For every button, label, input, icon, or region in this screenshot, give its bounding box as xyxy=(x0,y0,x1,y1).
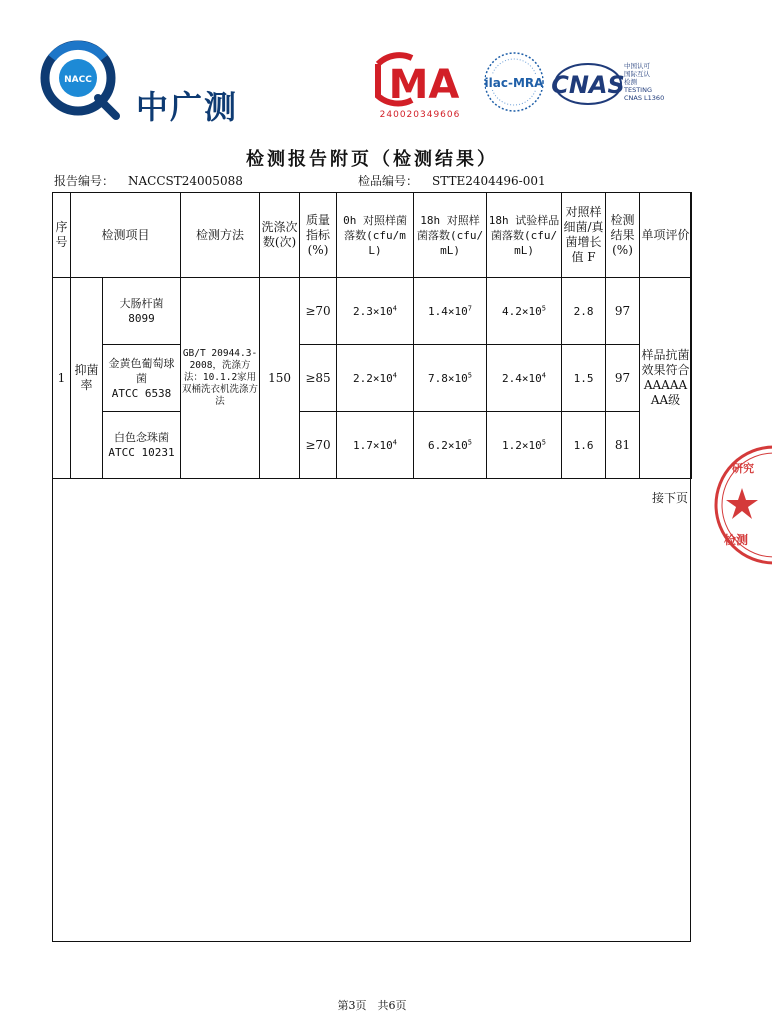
header-evaluation: 单项评价 xyxy=(640,193,692,278)
growth-value: 1.5 xyxy=(562,345,606,412)
cnas-line: TESTING xyxy=(624,86,652,94)
growth-value: 2.8 xyxy=(562,278,606,345)
organism-cell xyxy=(103,412,181,479)
nacc-logo xyxy=(38,38,268,128)
test-method: GB/T 20944.3-2008，洗涤方法：10.1.2家用双桶洗衣机洗涤方法 xyxy=(181,278,260,479)
results-table xyxy=(52,192,692,479)
cnas-line: 中国认可 xyxy=(624,62,650,70)
header-growth-value: 对照样细菌/真菌增长值 F xyxy=(562,193,606,278)
organism-name: 大肠杆菌 xyxy=(119,297,164,310)
seal-top-text: 研究 xyxy=(732,462,754,475)
header-wash-count: 洗涤次数(次) xyxy=(260,193,300,278)
organism-strain: 8099 xyxy=(128,312,155,325)
header-18h-test: 18h 试验样品菌落数(cfu/mL) xyxy=(487,193,562,278)
group-seq: 1 xyxy=(53,278,71,479)
cnas-logo xyxy=(551,58,674,110)
quality-index: ≥70 xyxy=(300,278,337,345)
cnas-line: 检测 xyxy=(624,78,637,86)
colony-18h-test: $1.2\times 10^5$ xyxy=(487,412,562,479)
header-quality-index: 质量指标(%) xyxy=(300,193,337,278)
cma-number: 240020349606 xyxy=(379,110,461,120)
page-footer: 第3页 共6页 xyxy=(337,999,407,1012)
nacc-badge-text: NACC xyxy=(64,75,92,85)
colony-0h-control: $2.2\times 10^4$ xyxy=(337,345,414,412)
header-0h-control: 0h 对照样菌落数(cfu/mL) xyxy=(337,193,414,278)
quality-index: ≥70 xyxy=(300,412,337,479)
sample-number-label: 检品编号： xyxy=(358,174,419,188)
colony-18h-test: $2.4\times 10^4$ xyxy=(487,345,562,412)
cnas-line: 国际互认 xyxy=(624,70,650,78)
header-item: 检测项目 xyxy=(71,193,181,278)
evaluation: 样品抗菌效果符合AAAAAAA级 xyxy=(640,278,692,479)
colony-18h-control: $1.4\times 10^7$ xyxy=(414,278,487,345)
cnas-text: CNAS xyxy=(551,71,625,99)
quality-index: ≥85 xyxy=(300,345,337,412)
cnas-description xyxy=(624,62,664,102)
report-number-label: 报告编号： xyxy=(54,174,115,188)
sample-number-value: STTE2404496-001 xyxy=(432,174,546,188)
nacc-company-name: 中广测 xyxy=(136,88,239,126)
nacc-ring-icon xyxy=(38,38,122,122)
document-title: 检测报告附页（检测结果） xyxy=(246,149,498,170)
group-item: 抑菌率 xyxy=(71,278,103,479)
sample-number xyxy=(358,172,546,189)
test-result: 97 xyxy=(606,278,640,345)
cma-letters: MA xyxy=(388,62,460,108)
header-result: 检测结果(%) xyxy=(606,193,640,278)
table-row xyxy=(53,278,692,345)
colony-18h-control: $7.8\times 10^5$ xyxy=(414,345,487,412)
report-number-value: NACCST24005088 xyxy=(128,174,243,188)
organism-name: 白色念珠菌 xyxy=(114,431,169,444)
test-result: 81 xyxy=(606,412,640,479)
organism-name: 金黄色葡萄球菌 xyxy=(108,356,175,385)
table-header-row xyxy=(53,193,692,278)
cnas-line: CNAS L1360 xyxy=(624,94,665,102)
header-method: 检测方法 xyxy=(181,193,260,278)
header-seq: 序号 xyxy=(53,193,71,278)
colony-0h-control: $2.3\times 10^4$ xyxy=(337,278,414,345)
organism-strain: ATCC 6538 xyxy=(111,386,172,400)
cnas-mark-icon xyxy=(551,58,625,110)
report-number xyxy=(54,172,243,189)
organism-strain: ATCC 10231 xyxy=(108,446,175,459)
colony-18h-control: $6.2\times 10^5$ xyxy=(414,412,487,479)
cma-logo xyxy=(372,54,468,120)
table-row xyxy=(53,412,692,479)
growth-value: 1.6 xyxy=(562,412,606,479)
ilac-mra-text: ilac-MRA xyxy=(484,76,544,90)
organism-cell xyxy=(103,345,181,412)
organism-cell xyxy=(103,278,181,345)
wash-count: 150 xyxy=(260,278,300,479)
ilac-mra-logo xyxy=(482,48,546,122)
continued-note: 接下页 xyxy=(651,491,688,505)
seal-star-icon xyxy=(726,488,758,519)
seal-bottom-text: 检测 xyxy=(724,533,749,547)
header-18h-control: 18h 对照样菌落数(cfu/mL) xyxy=(414,193,487,278)
colony-18h-test: $4.2\times 10^5$ xyxy=(487,278,562,345)
table-row xyxy=(53,345,692,412)
seal-stamp xyxy=(712,440,772,570)
colony-0h-control: $1.7\times 10^4$ xyxy=(337,412,414,479)
test-result: 97 xyxy=(606,345,640,412)
